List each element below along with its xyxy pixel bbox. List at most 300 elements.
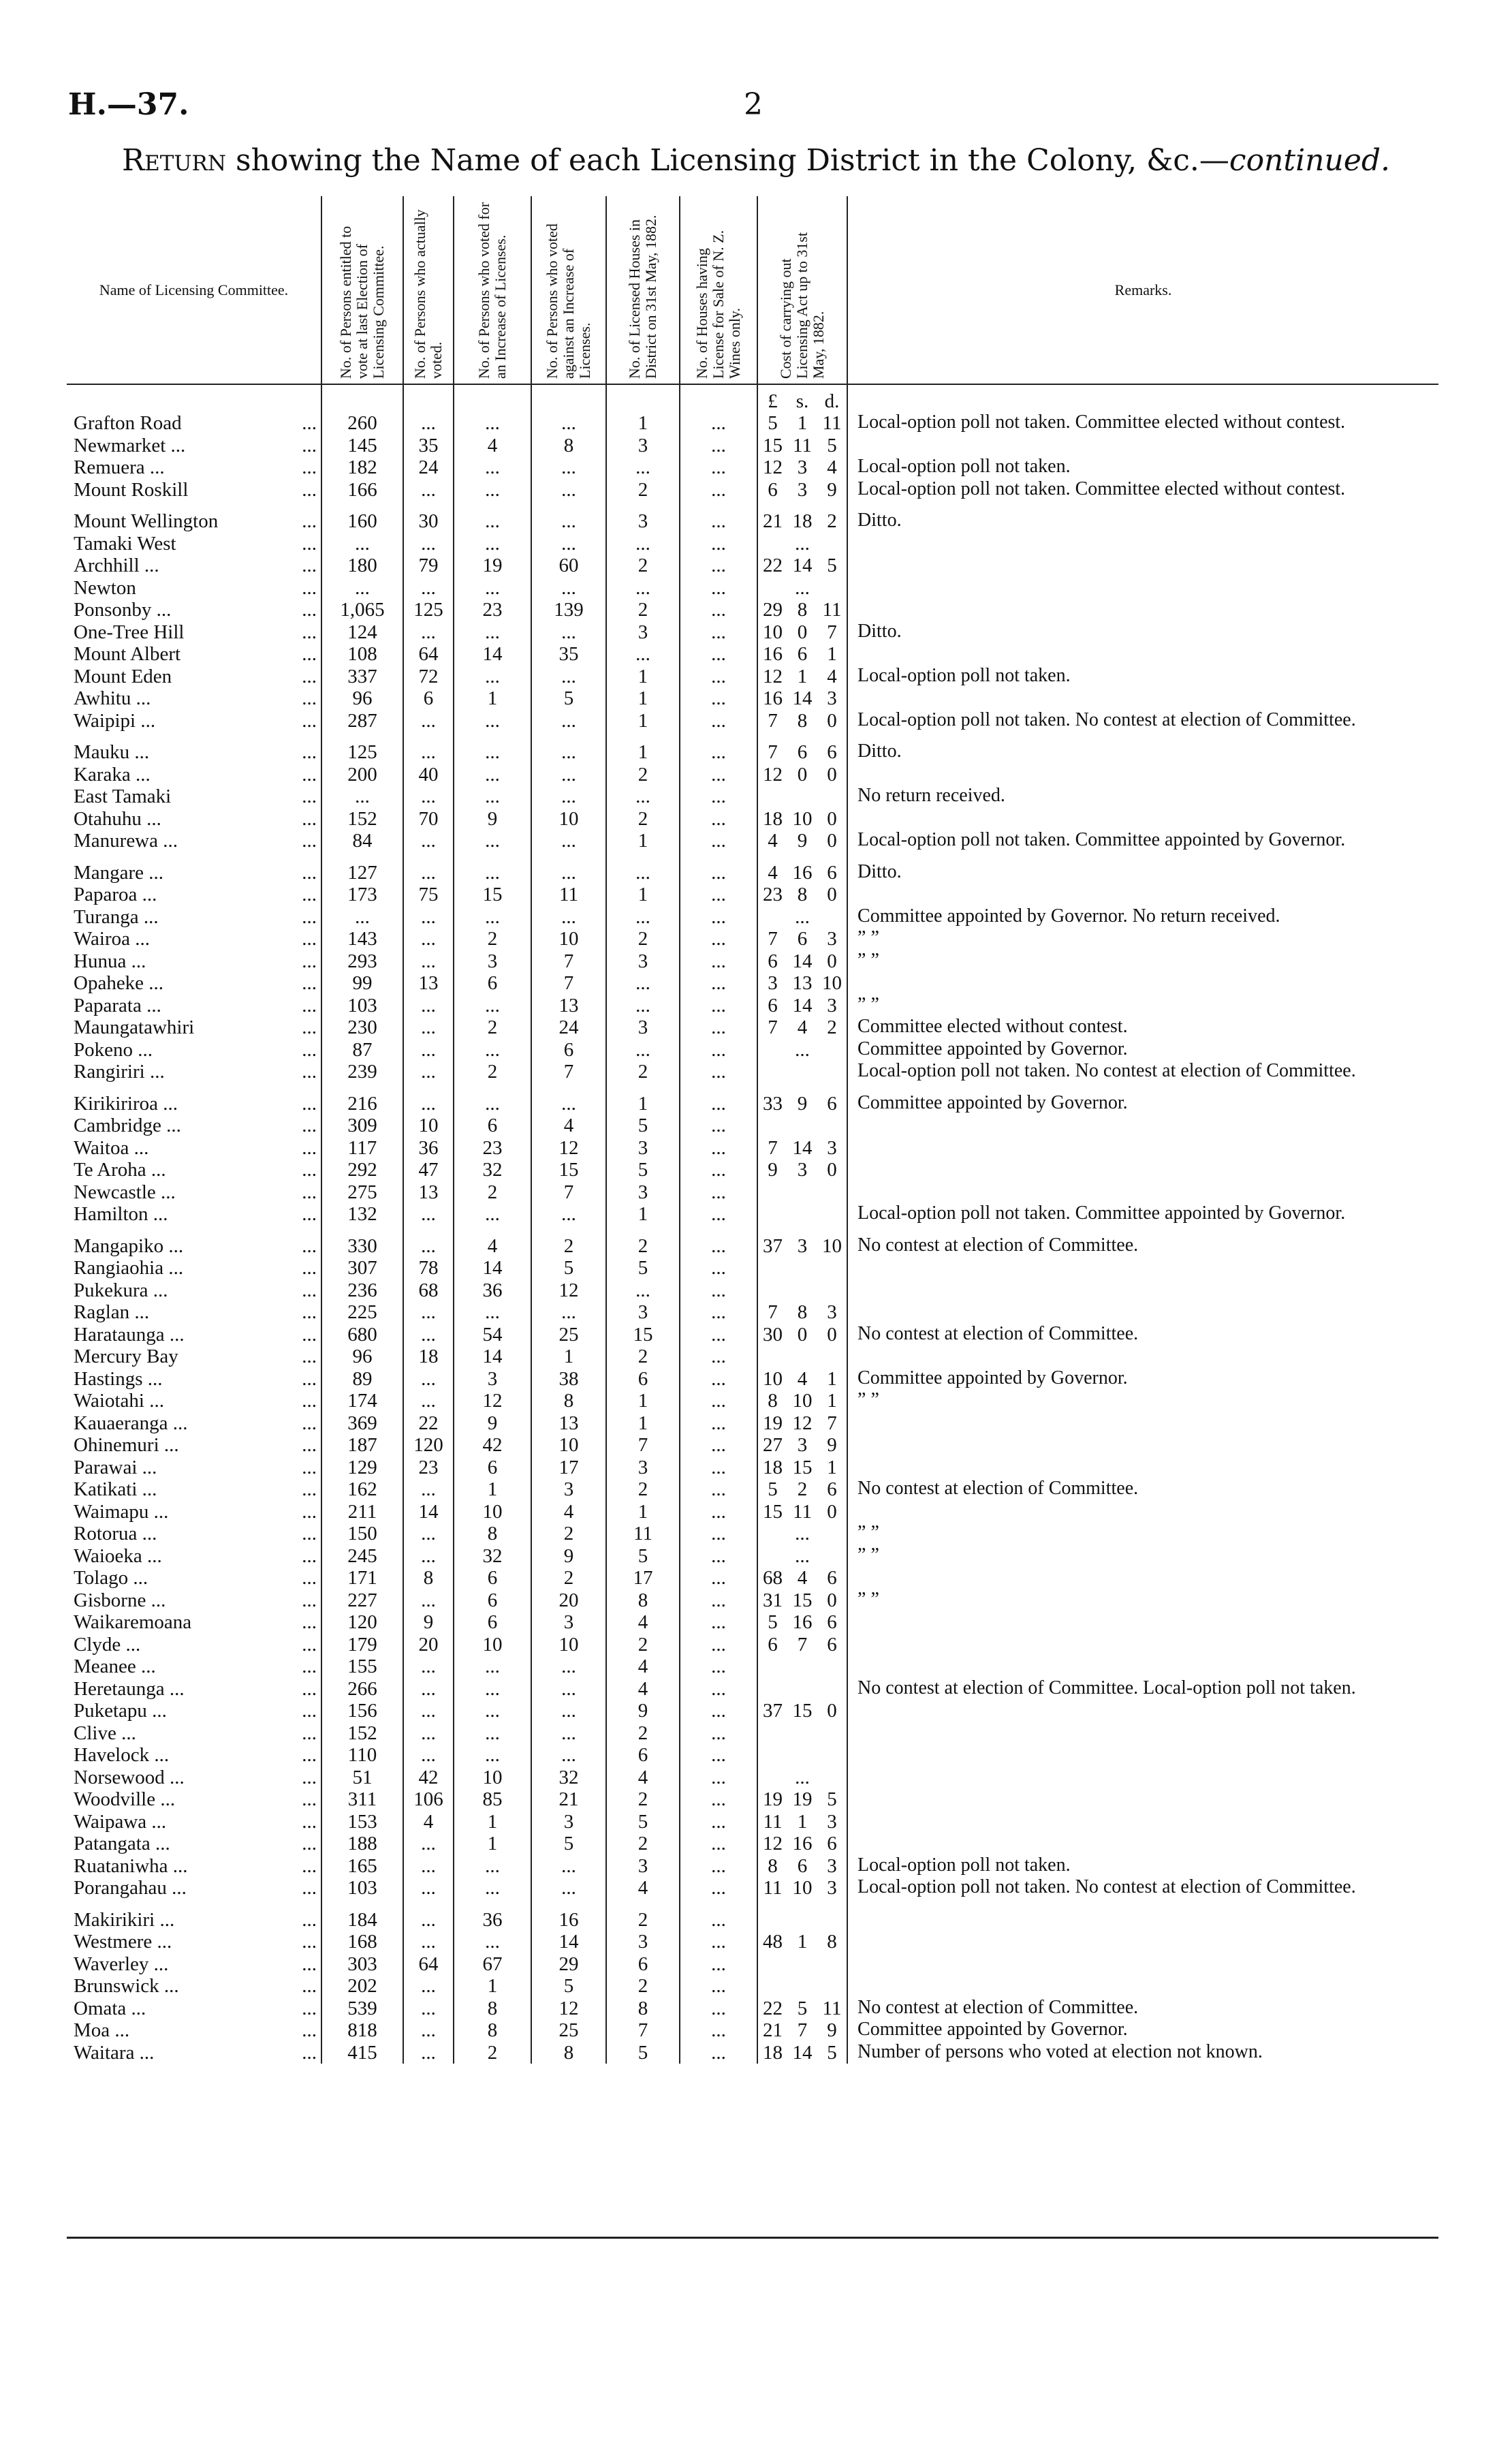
cost-pence: 0 [827, 1500, 837, 1523]
cost-pounds [757, 1346, 787, 1368]
cell-voted: ... [403, 1656, 454, 1678]
cost-pence: 7 [827, 1412, 837, 1434]
committee-name: Parawai ... [74, 1456, 157, 1478]
leader-dots: ... [302, 2019, 317, 2041]
remarks-cell: Ditto. [847, 510, 1438, 533]
remarks-cell [847, 1115, 1438, 1137]
cell-entitled: 125 [321, 741, 403, 764]
cost-pence [817, 1722, 847, 1745]
cost-pounds: 6 [757, 479, 787, 501]
cell-against-increase: ... [531, 533, 606, 555]
committee-name: Mount Roskill [74, 478, 189, 501]
cell-voted: 20 [403, 1634, 454, 1656]
cost-pounds [757, 1975, 787, 1998]
cell-licensed: 17 [606, 1567, 680, 1589]
remarks-cell [847, 1434, 1438, 1457]
remarks-cell [847, 533, 1438, 555]
table-row [67, 1159, 1438, 1181]
cell-for-increase: 1 [454, 1478, 531, 1501]
leader-dots: ... [302, 1567, 317, 1589]
cell-entitled: 211 [321, 1501, 403, 1523]
cell-wines: ... [680, 1279, 757, 1302]
cost-pence: 1 [827, 643, 837, 665]
cost-pence: 5 [827, 555, 837, 576]
cost-pence: 11 [822, 1997, 842, 2019]
leader-dots: ... [302, 1038, 317, 1061]
table-row [67, 1700, 1438, 1722]
committee-name: Te Aroha ... [74, 1159, 166, 1181]
table-row [67, 1909, 1438, 1931]
table-row [67, 1744, 1438, 1767]
cell-against-increase: ... [531, 666, 606, 688]
table-row [67, 1855, 1438, 1878]
committee-name: Karaka ... [74, 763, 151, 786]
cell-entitled: 156 [321, 1700, 403, 1722]
cell-entitled: 168 [321, 1931, 403, 1953]
cost-pence [817, 577, 847, 600]
cell-against-increase: 8 [531, 1390, 606, 1412]
leader-dots: ... [302, 1744, 317, 1766]
cell-licensed: 4 [606, 1877, 680, 1899]
cell-for-increase: 8 [454, 1998, 531, 2020]
cell-against-increase: 60 [531, 555, 606, 577]
cost-shillings: 7 [797, 2019, 808, 2041]
cell-against-increase: 7 [531, 1181, 606, 1204]
remarks-cell: ” ” [847, 1545, 1438, 1568]
table-title [0, 143, 1512, 178]
cell-for-increase: 2 [454, 1061, 531, 1083]
cell-entitled: 127 [321, 862, 403, 884]
cell-against-increase: 25 [531, 1324, 606, 1346]
leader-dots: ... [302, 1434, 317, 1456]
cell-against-increase: 13 [531, 995, 606, 1017]
cell-voted: ... [403, 1700, 454, 1722]
cell-against-increase: ... [531, 862, 606, 884]
remarks-cell [847, 1412, 1438, 1435]
cell-against-increase: 10 [531, 1434, 606, 1457]
committee-name: Waverley ... [74, 1953, 169, 1975]
committee-name: Westmere ... [74, 1931, 172, 1953]
cell-licensed: 3 [606, 1931, 680, 1953]
cost-pounds [757, 1257, 787, 1279]
cell-for-increase: 36 [454, 1279, 531, 1302]
cost-shillings: 14 [792, 950, 813, 972]
cell-for-increase: 2 [454, 1016, 531, 1039]
table-row [67, 599, 1438, 621]
cell-entitled: 180 [321, 555, 403, 577]
cell-licensed: 1 [606, 1390, 680, 1412]
cell-entitled: 182 [321, 456, 403, 479]
committee-name: Newton [74, 576, 136, 599]
cost-shillings: 9 [797, 1092, 808, 1115]
cost-shillings: 1 [797, 412, 808, 434]
col-wines-label: No. of Houses having License for Sale of N. Z. Wines only. [693, 230, 743, 379]
cell-wines: ... [680, 643, 757, 666]
cell-voted: ... [403, 1589, 454, 1612]
cell-for-increase: ... [454, 741, 531, 764]
cell-entitled: 200 [321, 764, 403, 786]
cost-pounds: 22 [757, 555, 787, 577]
cost-pounds: 8 [757, 1855, 787, 1878]
cost-pence [817, 1039, 847, 1061]
cell-entitled: 162 [321, 1478, 403, 1501]
remarks-cell [847, 1159, 1438, 1181]
cell-entitled: 145 [321, 435, 403, 457]
cell-licensed: 7 [606, 2019, 680, 2042]
leader-dots: ... [302, 1997, 317, 2019]
cell-wines: ... [680, 1257, 757, 1279]
cell-licensed: 15 [606, 1324, 680, 1346]
cell-wines: ... [680, 764, 757, 786]
cost-shillings [787, 1744, 817, 1767]
cell-voted: 13 [403, 1181, 454, 1204]
remarks-cell: Committee appointed by Governor. [847, 1039, 1438, 1061]
cell-licensed: 5 [606, 2042, 680, 2064]
cost-shillings: 15 [792, 1700, 813, 1722]
committee-name: Mangare ... [74, 861, 164, 884]
leader-dots: ... [302, 665, 317, 687]
cell-licensed: 8 [606, 1589, 680, 1612]
col-cost-label: Cost of carrying out Licensing Act up to 31st May, 1882. [777, 232, 828, 379]
cell-voted: 35 [403, 435, 454, 457]
remarks-cell [847, 577, 1438, 600]
cell-licensed: 1 [606, 1093, 680, 1115]
committee-name: Makirikiri ... [74, 1908, 175, 1931]
cost-pence: 0 [827, 1323, 837, 1346]
cost-pounds [757, 1523, 787, 1545]
leader-dots: ... [302, 786, 317, 807]
cell-wines: ... [680, 1545, 757, 1568]
leader-dots: ... [302, 1412, 317, 1434]
cost-shillings: 3 [797, 1434, 808, 1456]
cell-for-increase: 8 [454, 2019, 531, 2042]
cell-voted: 36 [403, 1137, 454, 1160]
row-spacer [67, 501, 1438, 510]
cell-wines: ... [680, 1115, 757, 1137]
cost-pounds [757, 1279, 787, 1302]
cell-for-increase: 6 [454, 1611, 531, 1634]
cell-for-increase: 14 [454, 643, 531, 666]
remarks-cell [847, 884, 1438, 906]
table-row [67, 741, 1438, 764]
leader-dots: ... [302, 1061, 317, 1083]
committee-name: Clyde ... [74, 1633, 141, 1656]
remarks-cell: Local-option poll not taken. [847, 1855, 1438, 1878]
cost-pounds: 7 [757, 928, 787, 950]
cell-voted: ... [403, 1909, 454, 1931]
cell-voted: ... [403, 906, 454, 929]
leader-dots: ... [302, 687, 317, 709]
cell-against-increase: ... [531, 764, 606, 786]
cost-pence [817, 1953, 847, 1976]
col-voted-label: No. of Persons who actually voted. [411, 208, 445, 379]
cost-shillings: 14 [792, 1136, 813, 1159]
cell-against-increase: 8 [531, 435, 606, 457]
committee-name: Mercury Bay [74, 1346, 178, 1367]
table-row [67, 1589, 1438, 1612]
table-row [67, 643, 1438, 666]
cell-licensed: ... [606, 995, 680, 1017]
leader-dots: ... [302, 1279, 317, 1301]
committee-name: Waipipi ... [74, 709, 156, 732]
cost-pence [817, 1279, 847, 1302]
cell-entitled: 818 [321, 2019, 403, 2042]
cost-pounds: 10 [757, 1368, 787, 1391]
leader-dots: ... [302, 1722, 317, 1744]
cell-entitled: 188 [321, 1833, 403, 1855]
cost-pounds: 37 [757, 1700, 787, 1722]
cost-pounds: 5 [757, 412, 787, 435]
remarks-cell: ” ” [847, 928, 1438, 950]
cell-against-increase: 15 [531, 1159, 606, 1181]
cost-pounds: 6 [757, 1634, 787, 1656]
cell-entitled: 1,065 [321, 599, 403, 621]
leader-dots: ... [302, 621, 317, 643]
cell-for-increase: 10 [454, 1501, 531, 1523]
remarks-cell [847, 1909, 1438, 1931]
cell-entitled: 132 [321, 1203, 403, 1226]
cell-against-increase: ... [531, 906, 606, 929]
leader-dots: ... [302, 1257, 317, 1279]
cell-licensed: 1 [606, 1203, 680, 1226]
cell-wines: ... [680, 1501, 757, 1523]
table-row [67, 1257, 1438, 1279]
cell-against-increase: ... [531, 1093, 606, 1115]
remarks-cell: Local-option poll not taken. [847, 456, 1438, 479]
cell-licensed: 3 [606, 621, 680, 644]
remarks-cell: Committee appointed by Governor. [847, 1093, 1438, 1115]
leader-dots: ... [302, 1908, 317, 1931]
table-row [67, 1039, 1438, 1061]
committee-name: Paparata ... [74, 994, 161, 1016]
cell-entitled: 152 [321, 1722, 403, 1745]
cell-licensed: 4 [606, 1611, 680, 1634]
cell-licensed: ... [606, 533, 680, 555]
cell-for-increase: 9 [454, 1412, 531, 1435]
cell-for-increase: ... [454, 995, 531, 1017]
cost-shillings: 7 [797, 1633, 808, 1656]
cell-licensed: ... [606, 972, 680, 995]
cell-voted: ... [403, 950, 454, 973]
row-spacer [67, 732, 1438, 741]
cell-voted: 70 [403, 808, 454, 830]
cell-against-increase: 1 [531, 1346, 606, 1368]
col-remarks-header: Remarks. [847, 196, 1438, 384]
cell-wines: ... [680, 884, 757, 906]
cell-entitled: 303 [321, 1953, 403, 1976]
committee-name: Porangahau ... [74, 1877, 187, 1899]
cell-for-increase: 1 [454, 1811, 531, 1833]
cell-wines: ... [680, 1324, 757, 1346]
remarks-cell: No contest at election of Committee. [847, 1324, 1438, 1346]
committee-name: Ponsonby ... [74, 599, 172, 621]
cost-pence: 6 [827, 1833, 837, 1854]
cost-shillings: 14 [792, 994, 813, 1016]
cost-shillings: ... [795, 1523, 810, 1544]
cell-wines: ... [680, 1137, 757, 1160]
cost-pounds [757, 577, 787, 600]
remarks-cell [847, 1457, 1438, 1479]
cell-against-increase: 3 [531, 1611, 606, 1634]
committee-name: Raglan ... [74, 1301, 150, 1323]
leader-dots: ... [302, 1390, 317, 1412]
cell-against-increase: ... [531, 1203, 606, 1226]
cell-wines: ... [680, 710, 757, 732]
committee-name: Meanee ... [74, 1656, 156, 1677]
cell-for-increase: ... [454, 577, 531, 600]
leader-dots: ... [302, 1589, 317, 1611]
cell-for-increase: ... [454, 1877, 531, 1899]
table-row [67, 972, 1438, 995]
table-row [67, 2019, 1438, 2042]
cost-shillings: 3 [797, 1234, 808, 1257]
col-cost-header [757, 196, 847, 384]
cell-for-increase: ... [454, 1301, 531, 1324]
cost-pence: 6 [827, 1633, 837, 1656]
cost-shillings: 15 [792, 1589, 813, 1611]
remarks-cell: No contest at election of Committee. [847, 1478, 1438, 1501]
cell-wines: ... [680, 1877, 757, 1899]
cell-voted: 125 [403, 599, 454, 621]
unit-shillings: s. [796, 390, 809, 412]
cell-wines: ... [680, 928, 757, 950]
leader-dots: ... [302, 1181, 317, 1203]
committee-name: Gisborne ... [74, 1589, 166, 1611]
committee-name: Mount Wellington [74, 510, 219, 532]
leader-dots: ... [302, 510, 317, 532]
cell-licensed: 2 [606, 555, 680, 577]
cost-pounds: 12 [757, 666, 787, 688]
cost-pence: 0 [827, 807, 837, 830]
cell-for-increase: 15 [454, 884, 531, 906]
cell-voted: ... [403, 412, 454, 435]
cost-pounds: 6 [757, 995, 787, 1017]
leader-dots: ... [302, 1234, 317, 1257]
table-row [67, 1975, 1438, 1998]
cell-against-increase: 5 [531, 1833, 606, 1855]
cell-entitled: 292 [321, 1159, 403, 1181]
cost-shillings [787, 1346, 817, 1368]
title-mid: showing the Name of each Licensing District in the Colony, &c.— [226, 143, 1229, 178]
cell-entitled: 103 [321, 995, 403, 1017]
cost-pence: 11 [822, 412, 842, 434]
cell-wines: ... [680, 1181, 757, 1204]
cost-shillings [787, 1279, 817, 1302]
cell-licensed: ... [606, 786, 680, 808]
leader-dots: ... [302, 1656, 317, 1677]
cell-wines: ... [680, 741, 757, 764]
remarks-cell [847, 1811, 1438, 1833]
cell-wines: ... [680, 1235, 757, 1258]
committee-name: Hastings ... [74, 1367, 163, 1390]
col-against-label: No. of Persons who voted against an Increase of Licenses. [544, 223, 593, 379]
table-row [67, 1767, 1438, 1789]
cost-pence: 10 [822, 972, 842, 994]
row-spacer [67, 852, 1438, 862]
cell-licensed: 3 [606, 1016, 680, 1039]
cell-for-increase: 8 [454, 1523, 531, 1545]
committee-name: Ohinemuri ... [74, 1434, 179, 1456]
cell-voted: ... [403, 1678, 454, 1700]
cell-for-increase: ... [454, 456, 531, 479]
cost-shillings: 4 [797, 1367, 808, 1390]
cell-wines: ... [680, 1744, 757, 1767]
cell-entitled: ... [321, 577, 403, 600]
committee-name: Havelock ... [74, 1744, 170, 1766]
cost-pounds: 19 [757, 1788, 787, 1811]
licensing-return-table [67, 196, 1438, 2064]
cost-pence: 3 [827, 994, 837, 1016]
cost-pence [817, 1523, 847, 1545]
cell-licensed: ... [606, 862, 680, 884]
cell-wines: ... [680, 1434, 757, 1457]
cell-entitled: 239 [321, 1061, 403, 1083]
leader-dots: ... [302, 1611, 317, 1633]
cell-for-increase: 14 [454, 1257, 531, 1279]
col-for-header [454, 196, 531, 384]
remarks-cell: ” ” [847, 995, 1438, 1017]
cell-against-increase: 10 [531, 928, 606, 950]
leader-dots: ... [302, 928, 317, 950]
cell-wines: ... [680, 456, 757, 479]
cell-for-increase: 10 [454, 1767, 531, 1789]
table-body [67, 384, 1438, 2064]
cell-voted: 75 [403, 884, 454, 906]
cell-licensed: 11 [606, 1523, 680, 1545]
committee-name: East Tamaki [74, 786, 172, 807]
cell-entitled: 152 [321, 808, 403, 830]
leader-dots: ... [302, 599, 317, 621]
cell-against-increase: ... [531, 1722, 606, 1745]
leader-dots: ... [302, 807, 317, 830]
cell-for-increase: 6 [454, 1589, 531, 1612]
leader-dots: ... [302, 1115, 317, 1136]
cell-voted: ... [403, 1545, 454, 1568]
table-row [67, 710, 1438, 732]
leader-dots: ... [302, 1323, 317, 1346]
cell-wines: ... [680, 1457, 757, 1479]
leader-dots: ... [302, 1016, 317, 1038]
remarks-cell [847, 808, 1438, 830]
cell-for-increase: 14 [454, 1346, 531, 1368]
cost-pence [817, 1767, 847, 1789]
cell-entitled: 99 [321, 972, 403, 995]
table-row [67, 1953, 1438, 1976]
cell-entitled: 87 [321, 1039, 403, 1061]
cell-licensed: 3 [606, 1301, 680, 1324]
cost-pence [817, 1257, 847, 1279]
cost-pounds: 37 [757, 1235, 787, 1258]
cell-against-increase: 32 [531, 1767, 606, 1789]
table-row [67, 533, 1438, 555]
cell-against-increase: ... [531, 621, 606, 644]
cost-shillings: ... [795, 1544, 810, 1567]
cell-licensed: 3 [606, 510, 680, 533]
cost-shillings: ... [795, 576, 810, 599]
table-row [67, 1788, 1438, 1811]
table-row [67, 764, 1438, 786]
cell-entitled: 124 [321, 621, 403, 644]
cost-shillings: 14 [792, 687, 813, 709]
leader-dots: ... [302, 478, 317, 501]
cost-pence: 4 [827, 665, 837, 687]
cell-wines: ... [680, 950, 757, 973]
cell-for-increase: 2 [454, 928, 531, 950]
cell-voted: 9 [403, 1611, 454, 1634]
cost-pounds: 33 [757, 1093, 787, 1115]
cost-shillings: 16 [792, 1611, 813, 1633]
cell-for-increase: 12 [454, 1390, 531, 1412]
